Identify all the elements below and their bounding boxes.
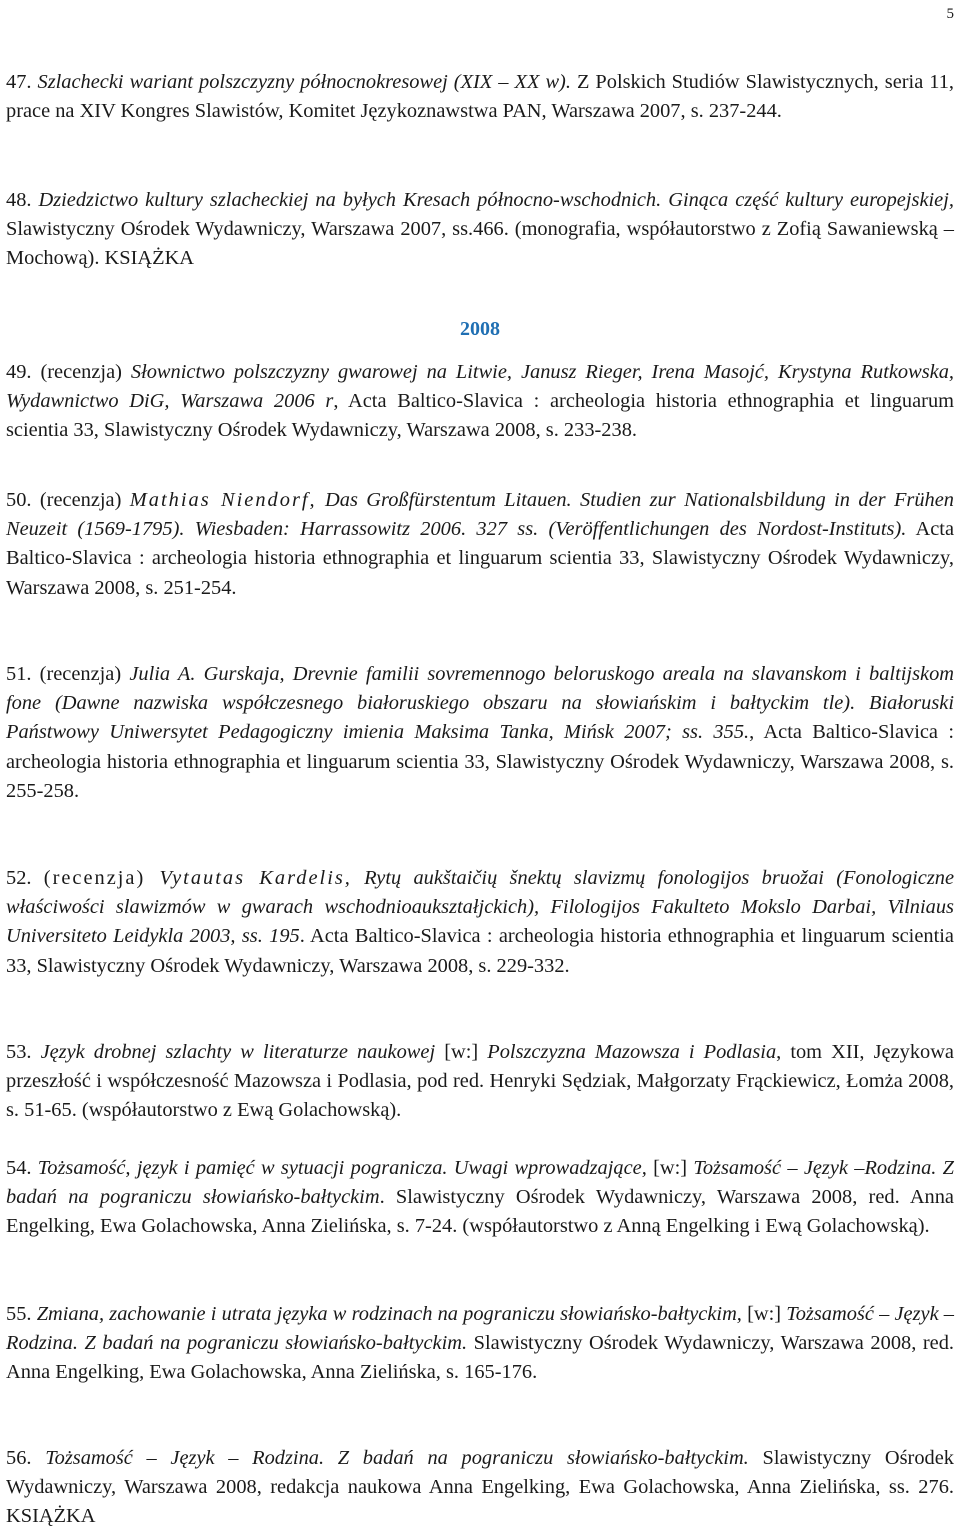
entry-in-marker: [w:] <box>741 1303 787 1325</box>
entry-title: Dziedzictwo kultury szlacheckiej na byłych Kresach północno-wschodnich. Ginąca część kultury europejskiej, <box>38 189 954 211</box>
entry-in-marker: [w:] <box>646 1157 694 1179</box>
entry-title: Szlachecki wariant polszczyzny północnokresowej (XIX – XX w). <box>37 71 571 93</box>
entry-volume-title: Tożsamość – Język –Rodzina. Z badań na pograniczu słowiańsko-bałtyckim <box>6 1157 955 1209</box>
entry-author: Mathias Niendorf, <box>129 489 317 511</box>
entry-details: . Acta Baltico-Slavica : archeologia historia ethnographia et linguarum scientia 33, Slawistyczny Ośrodek Wydawniczy, Warszawa 2008, s. 229-332. <box>6 925 954 977</box>
entry-number: 52. <box>6 867 44 889</box>
entry-details: Slawistyczny Ośrodek Wydawniczy, Warszawa 2007, ss.466. (monografia, współautorstwo z Zofią Sawaniewską – Mochową). KSIĄŻKA <box>6 218 954 270</box>
entry-details: Z Polskich Studiów Slawistycznych, seria 11, prace na XIV Kongres Slawistów, Komitet Językoznawstwa PAN, Warszawa 2007, s. 237-244. <box>6 71 954 123</box>
entry-number: 54. <box>6 1157 38 1179</box>
bibliography-entry-54 <box>6 1154 954 1242</box>
entry-title: Tożsamość, język i pamięć w sytuacji pogranicza. Uwagi wprowadzające, <box>37 1157 647 1179</box>
entry-details: Slawistyczny Ośrodek Wydawniczy, Warszawa 2008, redakcja naukowa Anna Engelking, Ewa Golachowska, Anna Zielińska, ss. 276. KSIĄŻKA <box>6 1447 954 1528</box>
entry-number: 56. <box>6 1447 46 1469</box>
bibliography-entry-52 <box>6 864 954 981</box>
entry-title: Słownictwo polszczyzny gwarowej na Litwie, Janusz Rieger, Irena Masojć, Krystyna Rutkowska, Wydawnictwo DiG, Warszawa 2006 r <box>6 361 954 413</box>
entry-volume-title: Polszczyzna Mazowsza i Podlasia <box>487 1041 777 1063</box>
entry-details: , Acta Baltico-Slavica : archeologia historia ethnographia et linguarum scientia 33, Slawistyczny Ośrodek Wydawniczy, Warszawa 2008, s. 255-258. <box>6 721 954 802</box>
bibliography-entry-56 <box>6 1444 954 1532</box>
entry-number: 50. (recenzja) <box>6 489 130 511</box>
entry-number: 51. (recenzja) <box>6 663 130 685</box>
entry-title: Julia A. Gurskaja, Drevnie familii sovremennogo beloruskogo areala na slavanskom i baltijskom fone (Dawne nazwiska współczesnego białoruskiego obszaru na słowiańskim i bałtyckim tle). Białoruski Państwowy Uniwersytet Pedagogiczny imienia Maksima Tanka, Mińsk 2007; ss. 355. <box>6 663 954 744</box>
page-number: 5 <box>946 6 954 22</box>
bibliography-entry-49 <box>6 358 954 446</box>
entry-title: Rytų aukštaičių šnektų slavizmų fonologijos bruožai (Fonologiczne właściwości slawizmów w gwarach wschodnioaukształjckich), Filologijos Fakulteto Mokslo Darbai, Vilniaus Universiteto Leidykla 2003, ss. 195 <box>6 867 955 948</box>
entry-title: Das Großfürstentum Litauen. Studien zur Nationalsbildung in der Frühen Neuzeit (1569-1795). Wiesbaden: Harrassowitz 2006. 327 ss. (Veröffentlichungen des Nordost-Instituts). <box>6 489 954 541</box>
bibliography-entry-55 <box>6 1300 954 1388</box>
entry-title: Język drobnej szlachty w literaturze naukowej <box>40 1041 436 1063</box>
entry-author: Vytautas Kardelis, <box>145 867 352 889</box>
entry-in-marker: [w:] <box>435 1041 488 1063</box>
entry-number: 47. <box>6 71 38 93</box>
bibliography-entry-50 <box>6 486 954 603</box>
entry-number: 53. <box>6 1041 41 1063</box>
entry-title: Tożsamość – Język – Rodzina. Z badań na pograniczu słowiańsko-bałtyckim. <box>45 1447 749 1469</box>
bibliography-entry-48 <box>6 186 954 274</box>
bibliography-entry-53 <box>6 1038 954 1126</box>
bibliography-entry-47 <box>6 68 954 126</box>
entry-number: 55. <box>6 1303 37 1325</box>
entry-number: 49. (recenzja) <box>6 361 131 383</box>
entry-details: , tom XII, Językowa przeszłość i współczesność Mazowsza i Podlasia, pod red. Henryki Sędziak, Małgorzaty Frąckiewicz, Łomża 2008, s. 51-65. (współautorstwo z Ewą Golachowską). <box>6 1041 954 1122</box>
entry-details: . Slawistyczny Ośrodek Wydawniczy, Warszawa 2008, red. Anna Engelking, Ewa Golachowska, Anna Zielińska, s. 7-24. (współautorstwo z Anną Engelking i Ewą Golachowską). <box>6 1186 954 1238</box>
entry-volume-title: Tożsamość – Język –Rodzina. Z badań na pograniczu słowiańsko-bałtyckim. <box>6 1303 954 1355</box>
year-heading: 2008 <box>460 318 500 340</box>
entry-details: Acta Baltico-Slavica : archeologia historia ethnographia et linguarum scientia 33, Slawistyczny Ośrodek Wydawniczy, Warszawa 2008, s. 251-254. <box>6 518 955 599</box>
entry-details: , Acta Baltico-Slavica : archeologia historia ethnographia et linguarum scientia 33, Slawistyczny Ośrodek Wydawniczy, Warszawa 2008, s. 233-238. <box>6 390 954 442</box>
bibliography-entry-51 <box>6 660 954 806</box>
entry-details: Slawistyczny Ośrodek Wydawniczy, Warszawa 2008, red. Anna Engelking, Ewa Golachowska, Anna Zielińska, s. 165-176. <box>6 1332 955 1384</box>
entry-title: Zmiana, zachowanie i utrata języka w rodzinach na pograniczu słowiańsko-bałtyckim, <box>36 1303 742 1325</box>
entry-number: 48. <box>6 189 39 211</box>
entry-review-tag: (recenzja) <box>43 867 146 889</box>
